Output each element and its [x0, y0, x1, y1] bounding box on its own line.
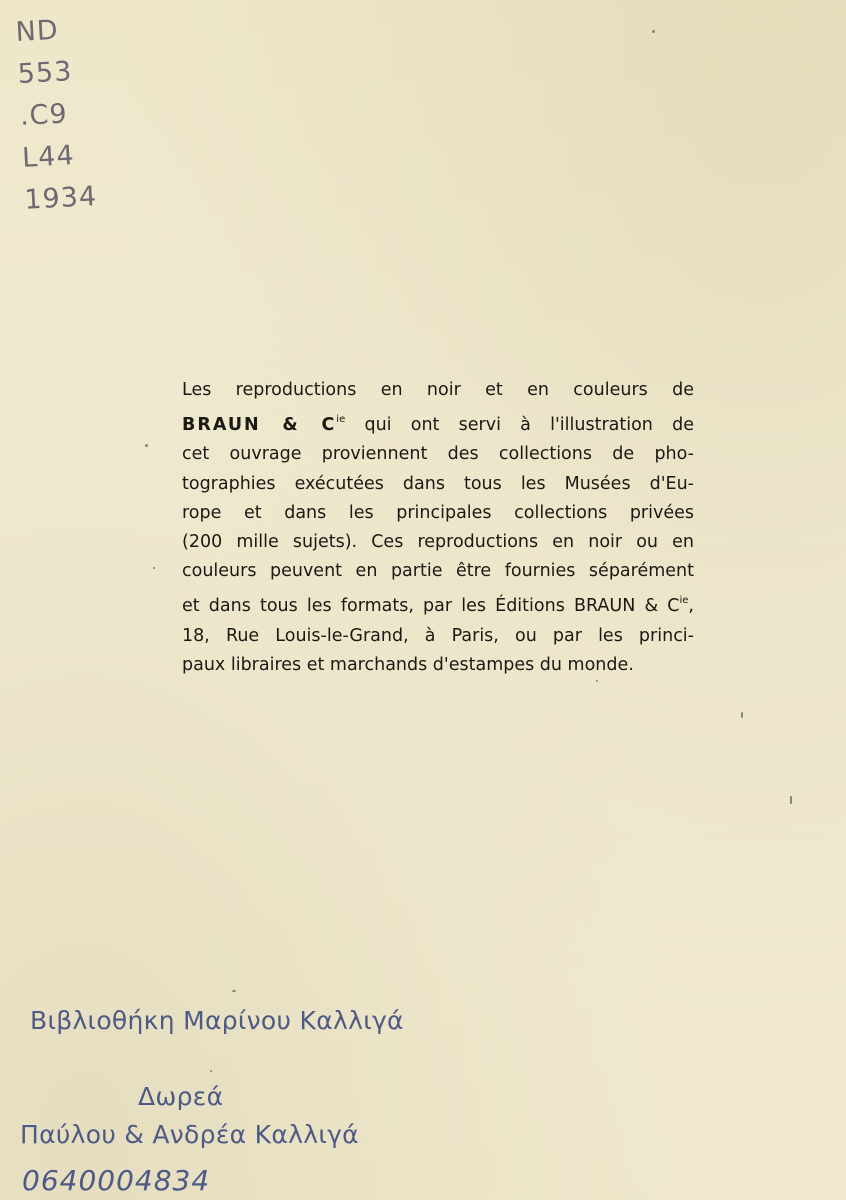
donation-stamp: Δωρεά [138, 1082, 224, 1111]
notice-text: cet ouvrage proviennent des collections de pho- [182, 444, 694, 465]
paper-speck [652, 30, 655, 33]
notice-text: tographies exécutées dans tous les Musées d'Eu- [182, 473, 694, 494]
shelfmark-handwritten [15, 8, 99, 222]
notice-text: rope et dans les principales collections privées [182, 502, 694, 523]
paper-speck [741, 712, 743, 718]
notice-line [182, 376, 694, 405]
notice-text: qui ont servi à l'illustration de [345, 415, 694, 436]
notice-line [182, 440, 694, 469]
notice-line [182, 528, 694, 557]
reproduction-notice [182, 376, 694, 680]
notice-line [182, 405, 694, 440]
shelfmark-line: L44 [21, 140, 76, 174]
shelfmark-line: .C9 [19, 98, 69, 132]
notice-text: couleurs peuvent en partie être fournies séparément [182, 561, 694, 582]
notice-line [182, 499, 694, 528]
notice-line [182, 557, 694, 586]
paper-speck [210, 1070, 212, 1072]
notice-text: 18, Rue Louis-le-Grand, à Paris, ou par les princi- [182, 625, 694, 646]
notice-text: Les reproductions en noir et en couleurs de [182, 380, 694, 400]
notice-line [182, 651, 694, 680]
brand-superscript: ie [679, 595, 689, 607]
brand-name: BRAUN & C [182, 415, 337, 436]
paper-speck [145, 444, 148, 447]
accession-number-stamp: 0640004834 [22, 1164, 211, 1197]
shelfmark-line: ND [14, 14, 60, 48]
shelfmark-line: 553 [17, 56, 74, 90]
paper-speck [232, 990, 236, 992]
paper-speck [790, 796, 792, 804]
notice-text: paux libraires et marchands d'estampes du monde. [182, 654, 634, 675]
brand-superscript: ie [336, 414, 346, 426]
notice-text: et dans tous les formats, par les Éditions BRAUN & C [182, 596, 680, 617]
paper-speck [153, 567, 155, 569]
notice-text: , [688, 596, 694, 617]
donors-stamp: Παύλου & Ανδρέα Καλλιγά [20, 1120, 359, 1149]
notice-text: (200 mille sujets). Ces reproductions en noir ou en [182, 532, 694, 553]
notice-line [182, 622, 694, 651]
shelfmark-line: 1934 [23, 181, 98, 216]
notice-line [182, 470, 694, 499]
notice-line [182, 586, 694, 621]
library-stamp: Βιβλιοθήκη Μαρίνου Καλλιγά [30, 1006, 404, 1035]
paper-speck [596, 680, 598, 682]
